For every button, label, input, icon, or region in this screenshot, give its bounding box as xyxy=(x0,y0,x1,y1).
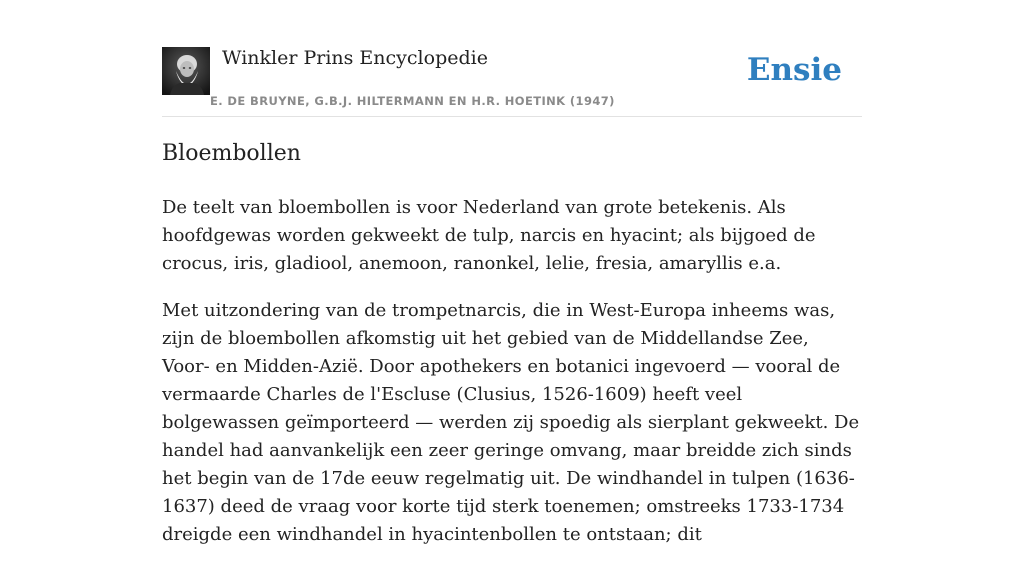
article-paragraph: Met uitzondering van de trompetnarcis, die in West-Europa inheems was, zijn de bloembollen afkomstig uit het gebied van de Middellandse Zee, Voor- en Midden-Azië. Door apothekers en botanici ingevoerd — vooral de vermaarde Charles de l'Escluse (Clusius, 1526-1609) heeft veel bolgewassen geïmporteerd — werden zij spoedig als sierplant gekweekt. De handel had aanvankelijk een zeer geringe omvang, maar breidde zich sinds het begin van de 17de eeuw regelmatig uit. De windhandel in tulpen (1636-1637) deed de vraag voor korte tijd sterk toenemen; omstreeks 1733-1734 dreigde een windhandel in hyacintenbollen te ontstaan; dit xyxy=(162,300,860,545)
article xyxy=(162,138,862,568)
article-title: Bloembollen xyxy=(162,141,301,166)
source-authors: E. DE BRUYNE, G.B.J. HILTERMANN EN H.R. HOETINK (1947) xyxy=(210,94,615,108)
author-avatar[interactable] xyxy=(162,47,210,95)
source-header xyxy=(162,46,862,117)
article-paragraph: De teelt van bloembollen is voor Nederland van grote betekenis. Als hoofdgewas worden gekweekt de tulp, narcis en hyacint; als bijgoed de crocus, iris, gladiool, anemoon, ranonkel, lelie, fresia, amaryllis e.a. xyxy=(162,197,816,274)
source-title[interactable]: Winkler Prins Encyclopedie xyxy=(222,47,488,69)
brand-logo[interactable]: Ensie xyxy=(746,52,842,88)
author-portrait-icon xyxy=(162,47,210,95)
